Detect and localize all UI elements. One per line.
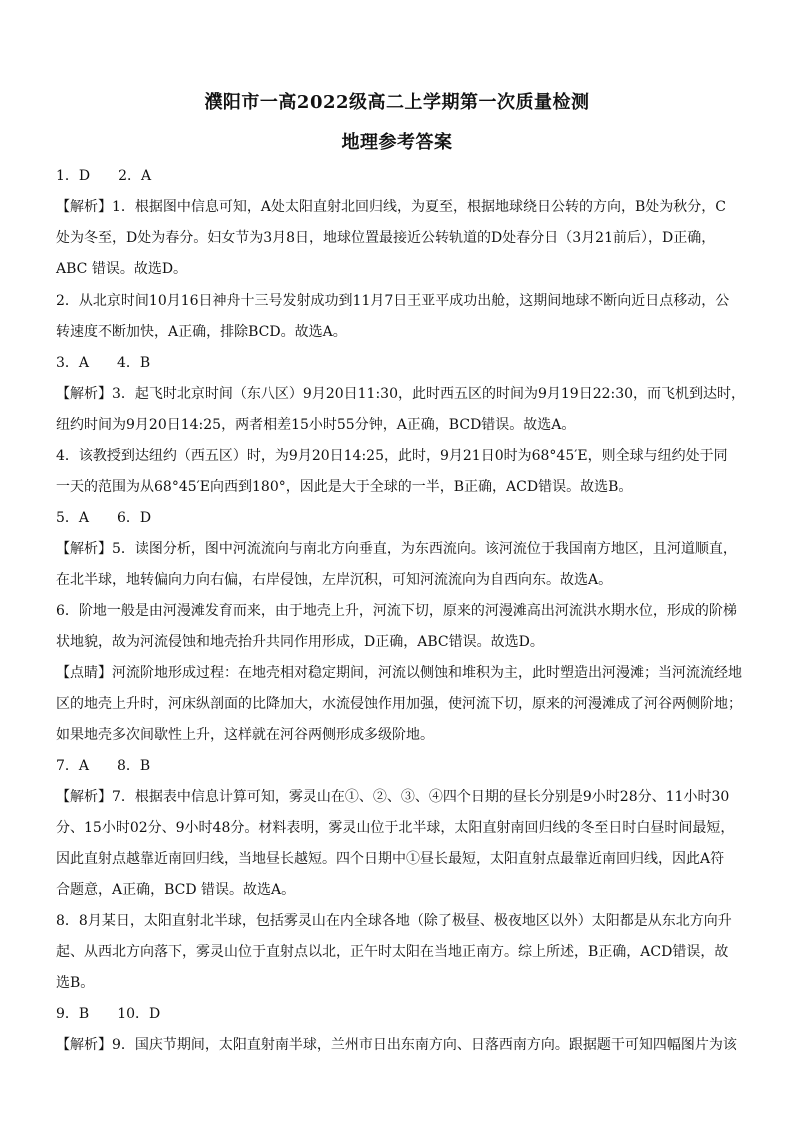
answer-line: 9．B 10．D [56,1006,161,1022]
answer-line: 1．D 2．A [56,168,152,184]
answer-line: 【解析】3．起飞时北京时间（东八区）9月20日11:30，此时西五区的时间为9月19日22:30，而飞机到达时， [56,386,746,402]
answer-line: 【解析】7．根据表中信息计算可知，雾灵山在①、②、③、④四个日期的昼长分别是9小时28分、11小时30 [56,789,730,805]
answer-line: 在北半球，地转偏向力向右偏，右岸侵蚀，左岸沉积，可知河流流向为自西向东。故选A。 [56,572,613,588]
answer-line: 选B。 [56,975,95,991]
answer-line: 转速度不断加快，A正确，排除BCD。故选A。 [56,324,347,340]
answer-line: 纽约时间为9月20日14:25，两者相差15小时55分钟，A正确，BCD错误。故选A。 [56,417,576,433]
page-subtitle: 地理参考答案 [341,132,453,153]
answer-line: 【解析】5．读图分析，图中河流流向与南北方向垂直，为东西流向。该河流位于我国南方地区，且河道顺直， [56,541,737,557]
answer-line: 【解析】1．根据图中信息可知，A处太阳直射北回归线，为夏至，根据地球绕日公转的方向，B处为秋分，C [56,199,727,215]
answer-line: 7．A 8．B [56,758,151,774]
page-title: 濮阳市一高2022级高二上学期第一次质量检测 [204,92,590,113]
answer-line: 区的地壳上升时，河床纵剖面的比降加大，水流侵蚀作用加强，使河流下切，原来的河漫滩成了河谷两侧阶地； [56,696,742,712]
answer-line: 4．该教授到达纽约（西五区）时，为9月20日14:25，此时，9月21日0时为68°45′E，则全球与纽约处于同 [56,448,728,464]
answer-line: 8．8月某日，太阳直射北半球，包括雾灵山在内全球各地（除了极昼、极夜地区以外）太阳都是从东北方向升 [56,913,732,929]
answer-line: 5．A 6．D [56,510,152,526]
answer-line: ABC 错误。故选D。 [56,261,188,277]
answer-line: 因此直射点越靠近南回归线，当地昼长越短。四个日期中①昼长最短，太阳直射点最靠近南回归线，因此A符 [56,851,725,867]
answer-line: 6．阶地一般是由河漫滩发育而来，由于地壳上升，河流下切，原来的河漫滩高出河流洪水期水位，形成的阶梯 [56,603,737,619]
answer-line: 合题意，A正确，BCD 错误。故选A。 [56,882,296,898]
answer-line: 状地貌，故为河流侵蚀和地壳抬升共同作用形成，D正确，ABC错误。故选D。 [56,634,544,650]
answer-line: 3．A 4．B [56,355,151,371]
answer-line: 【解析】9．国庆节期间，太阳直射南半球，兰州市日出东南方向、日落西南方向。跟据题干可知四幅图片为该 [56,1037,737,1053]
answer-line: 起、从西北方向落下，雾灵山位于直射点以北，正午时太阳在当地正南方。综上所述，B正确，ACD错误，故 [56,944,729,960]
answer-line: 处为冬至，D处为春分。妇女节为3月8日，地球位置最接近公转轨道的D处春分日（3月21前后），D正确， [56,230,716,246]
answer-line: 2．从北京时间10月16日神舟十三号发射成功到11月7日王亚平成功出舱，这期间地球不断向近日点移动，公 [56,293,730,309]
answer-line: 一天的范围为从68°45′E向西到180°，因此是大于全球的一半，B正确，ACD错误。故选B。 [56,479,633,495]
answer-line: 【点睛】河流阶地形成过程：在地壳相对稳定期间，河流以侧蚀和堆积为主，此时塑造出河漫滩；当河流流经地 [56,665,742,681]
answer-line: 分、15小时02分、9小时48分。材料表明，雾灵山位于北半球，太阳直射南回归线的冬至日时白昼时间最短， [56,820,735,836]
answer-line: 如果地壳多次间歇性上升，这样就在河谷两侧形成多级阶地。 [56,727,434,743]
